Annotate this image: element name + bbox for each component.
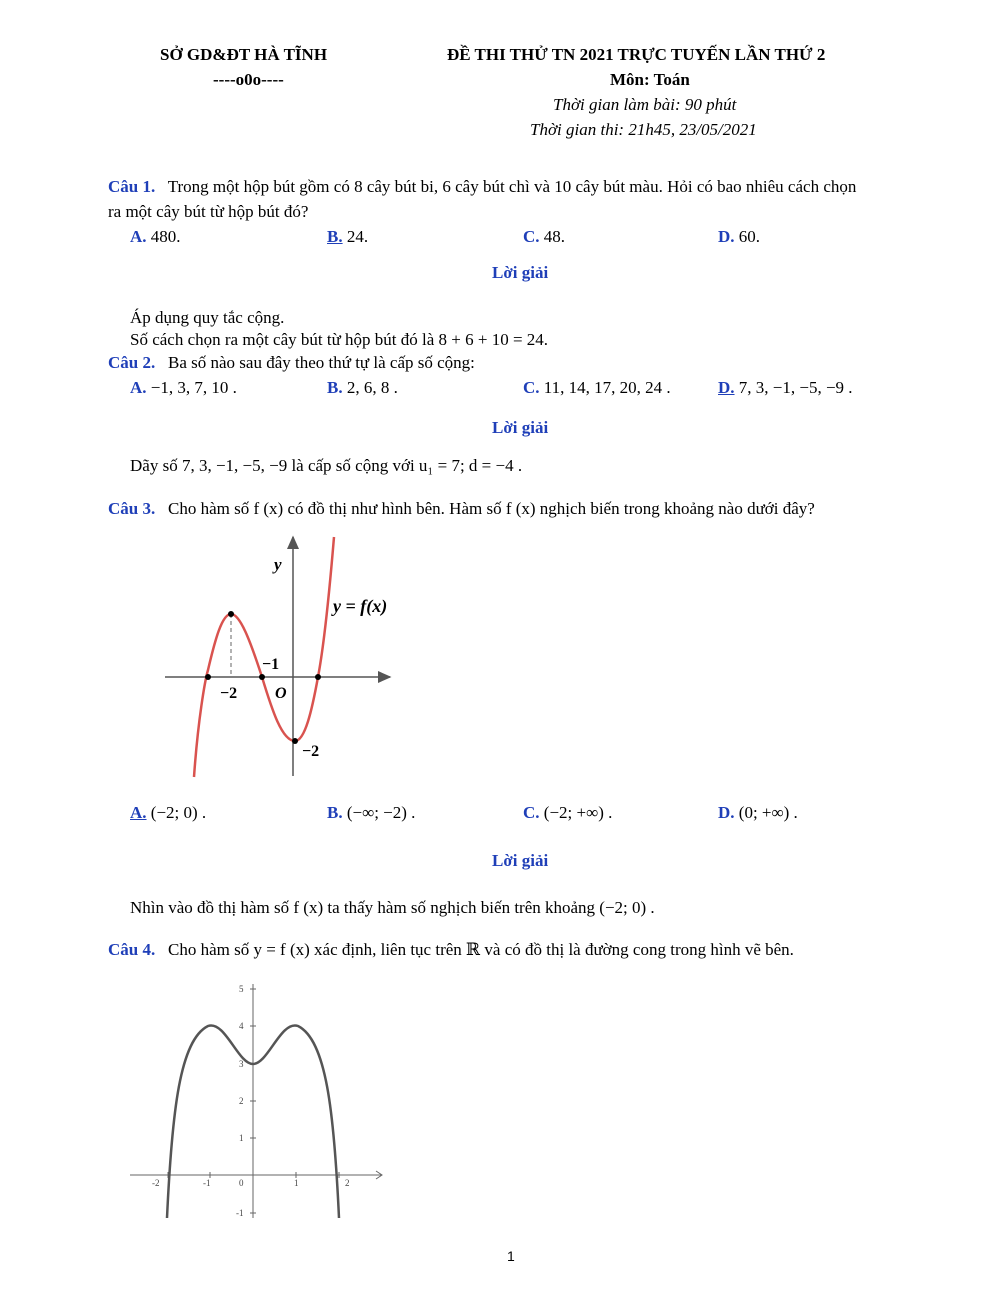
- exam-title: ĐỀ THI THỬ TN 2021 TRỰC TUYẾN LẦN THỨ 2: [447, 45, 826, 64]
- question-1: [108, 177, 856, 197]
- question-3: [108, 499, 815, 519]
- question-4-text: Cho hàm số y = f (x) xác định, liên tục trên ℝ và có đồ thị là đường cong trong hình vẽ bên.: [167, 940, 794, 959]
- q3-label-minus2-x: −2: [220, 685, 238, 702]
- exam-subject: Môn: Toán: [610, 70, 690, 89]
- q4-xtick-2: 2: [345, 1178, 350, 1188]
- q1-option-b[interactable]: [327, 227, 368, 247]
- question-2: [108, 353, 475, 373]
- q3-option-c[interactable]: [523, 803, 612, 823]
- q3-y-label: y: [274, 555, 282, 574]
- q2-option-d-value: 7, 3, −1, −5, −9 .: [738, 378, 853, 397]
- q1-option-b-label: B.: [327, 227, 343, 246]
- q3-label-minus2-y: −2: [302, 743, 320, 760]
- q3-option-a-value: (−2; 0) .: [150, 803, 207, 822]
- q2-option-a[interactable]: [130, 378, 237, 398]
- q1-option-d-value: 60.: [738, 227, 761, 246]
- q2-option-c-label: C.: [523, 378, 540, 397]
- q2-option-b[interactable]: [327, 378, 398, 398]
- q3-option-a-label: A.: [130, 803, 147, 822]
- q3-option-d[interactable]: [718, 803, 798, 823]
- q2-option-c[interactable]: [523, 378, 671, 398]
- q2-option-d-label: D.: [718, 378, 735, 397]
- q1-option-b-value: 24.: [346, 227, 369, 246]
- q3-option-d-value: (0; +∞) .: [738, 803, 798, 822]
- q1-option-d[interactable]: [718, 227, 760, 247]
- q2-option-b-value: 2, 6, 8 .: [346, 378, 398, 397]
- q2-option-a-value: −1, 3, 7, 10 .: [150, 378, 237, 397]
- q1-solution-line2: Số cách chọn ra một cây bút từ hộp bút đó là 8 + 6 + 10 = 24.: [130, 330, 549, 349]
- q1-option-c-label: C.: [523, 227, 540, 246]
- q4-xtick-minus2: -2: [152, 1178, 160, 1188]
- q3-option-b[interactable]: [327, 803, 415, 823]
- q4-ytick-1: 1: [239, 1133, 244, 1143]
- q1-solution-line1: Áp dụng quy tắc cộng.: [130, 308, 285, 327]
- question-1-text: Trong một hộp bút gồm có 8 cây bút bi, 6 cây bút chì và 10 cây bút màu. Hỏi có bao nhiêu cách chọn: [167, 177, 857, 196]
- q3-func-label: y = f(x): [333, 596, 388, 616]
- q1-option-c[interactable]: [523, 227, 565, 247]
- q4-ytick-2: 2: [239, 1096, 244, 1106]
- q3-option-b-value: (−∞; −2) .: [346, 803, 416, 822]
- q4-ytick-3: 3: [239, 1059, 244, 1069]
- q4-function-graph: [125, 980, 390, 1220]
- q1-option-c-value: 48.: [543, 227, 566, 246]
- q2-solution-heading: Lời giải: [492, 418, 549, 437]
- header-department: SỞ GD&ĐT HÀ TĨNH: [160, 45, 328, 64]
- q3-label-origin: O: [275, 685, 287, 702]
- question-4-label: Câu 4.: [108, 940, 156, 959]
- q3-option-b-label: B.: [327, 803, 343, 822]
- q2-option-b-label: B.: [327, 378, 343, 397]
- q3-point-root3: [315, 674, 321, 680]
- question-3-text: Cho hàm số f (x) có đồ thị như hình bên. Hàm số f (x) nghịch biến trong khoảng nào dưới đây?: [167, 499, 815, 518]
- exam-duration: Thời gian làm bài: 90 phút: [553, 95, 737, 114]
- question-3-label: Câu 3.: [108, 499, 156, 518]
- q1-option-a-value: 480.: [150, 227, 181, 246]
- question-1-label: Câu 1.: [108, 177, 156, 196]
- question-2-label: Câu 2.: [108, 353, 156, 372]
- q3-function-graph: [160, 530, 420, 785]
- q2-solution: Dãy số 7, 3, −1, −5, −9 là cấp số cộng với u₁ = 7; d = −4 .: [130, 456, 523, 475]
- q3-point-max: [228, 611, 234, 617]
- q3-option-a[interactable]: [130, 803, 206, 823]
- question-2-text: Ba số nào sau đây theo thứ tự là cấp số cộng:: [167, 353, 475, 372]
- header-ornament: ----o0o----: [213, 70, 284, 89]
- q4-xtick-0: 0: [239, 1178, 244, 1188]
- q1-option-a-label: A.: [130, 227, 147, 246]
- q3-point-root1: [205, 674, 211, 680]
- q3-solution: Nhìn vào đồ thị hàm số f (x) ta thấy hàm số nghịch biến trên khoảng (−2; 0) .: [130, 898, 655, 917]
- q4-xtick-1: 1: [294, 1178, 299, 1188]
- q4-ytick-5: 5: [239, 984, 244, 994]
- q3-solution-heading: Lời giải: [492, 851, 549, 870]
- q1-option-a[interactable]: [130, 227, 181, 247]
- q4-xtick-minus1: -1: [203, 1178, 211, 1188]
- q1-solution-heading: Lời giải: [492, 263, 549, 282]
- question-4: [108, 940, 794, 960]
- q2-option-c-value: 11, 14, 17, 20, 24 .: [543, 378, 671, 397]
- q3-point-min: [292, 738, 298, 744]
- q1-option-d-label: D.: [718, 227, 735, 246]
- q3-option-c-value: (−2; +∞) .: [543, 803, 613, 822]
- q3-option-c-label: C.: [523, 803, 540, 822]
- question-1-text-cont: ra một cây bút từ hộp bút đó?: [108, 202, 309, 221]
- exam-time: Thời gian thi: 21h45, 23/05/2021: [530, 120, 757, 139]
- q4-ytick-minus1: -1: [236, 1208, 244, 1218]
- q2-option-d[interactable]: [718, 378, 853, 398]
- q3-option-d-label: D.: [718, 803, 735, 822]
- page-number: 1: [507, 1248, 515, 1264]
- q4-ytick-4: 4: [239, 1021, 244, 1031]
- q2-option-a-label: A.: [130, 378, 147, 397]
- q3-point-root2: [259, 674, 265, 680]
- q3-label-minus1: −1: [262, 656, 280, 673]
